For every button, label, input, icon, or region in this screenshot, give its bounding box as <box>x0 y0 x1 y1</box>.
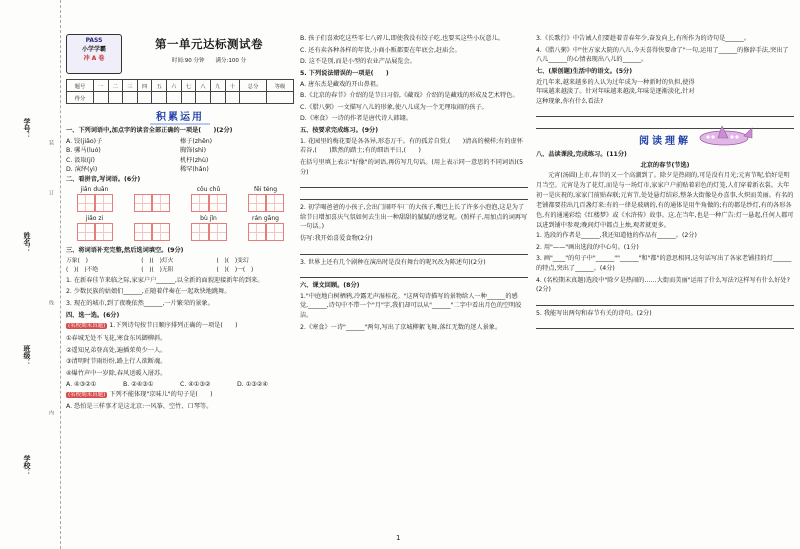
exercise-text: 3.《长歌行》中告诫人们要趁着青春年少,奋发向上,有所作为的诗句是______。 <box>536 35 751 42</box>
exercise-text: 3. 世界上还有几个剧种在演出时是没有舞台的呢?(改为陈述句)(2分) <box>300 258 486 266</box>
option[interactable]: B. 孩子们喜欢吃这些零七八碎儿,即使我没有饺子吃,也要买这些小玩意儿。 <box>300 35 504 42</box>
writing-boxes[interactable] <box>180 194 237 212</box>
exam-meta: 时间:90 分钟 满分:100 分 <box>171 58 247 64</box>
exercise-text: 4.《腊八粥》中"住方家大院的八儿,今天喜得快要命了"一句,运用了______的修辞手法,突出了八儿______的心情表现出八儿的______。 <box>536 46 789 64</box>
option[interactable]: D.《寒食》一诗的作者是唐代诗人韩翃。 <box>300 115 412 123</box>
poem-line: ③清明时节雨纷纷,路上行人欲断魂。 <box>66 358 167 366</box>
reading-question: 4. (名校期末真题)选段中"除夕是热闹的……大街而美丽"运用了什么写法?这样写有什么好处?(2分) <box>536 276 790 294</box>
exam-title: 第一单元达标测试卷 <box>155 37 263 51</box>
idiom-item[interactable]: 万象( ) <box>66 258 88 265</box>
column-2 <box>300 34 528 334</box>
score-header-cell: 五 <box>152 80 167 92</box>
score-cell[interactable] <box>152 92 167 104</box>
idiom-item[interactable]: ( )( )不绝 <box>66 267 99 274</box>
option[interactable]: D. 这不是别,而是小型的农业产品展览会。 <box>300 58 416 66</box>
score-cell[interactable] <box>108 92 123 104</box>
score-header-cell: 三 <box>123 80 138 92</box>
score-cell[interactable] <box>137 92 152 104</box>
score-header-cell: 四 <box>137 80 152 92</box>
answer-line[interactable] <box>300 269 528 278</box>
score-header-cell: 等级 <box>267 80 294 92</box>
option[interactable]: D. ①③②④ <box>237 381 268 389</box>
exercise-text: 2. 初学喝爸爸的小孩子,会出门闹吓车厂的大孩子,嘴巴上长了许多小泡泡,这是为了给节日增加喜庆气氛如何去生出一种甜甜的腻腻的感觉呢。(照样子,用加点的词再写一句话。) <box>300 204 528 231</box>
passage-body: 元宵(汤圆)上市,春节的又一个高潮到了。除夕是热闹的,可是没有月光;元宵节呢,恰好是明月当空。元宵是为了花灯,而是与一场灯市,家家户户前贴着彩色的灯笼,人们穿着新衣裳。大年初一是庆祝的,家家门前贴春联;元宵节,处处悬灯结彩,整条大街像是办喜事,火炽而美丽。有名的老铺都要挂出几百盏灯来:有的一律是玻璃的,有的通体是用牛角做的;有的都是纱灯,有的各形各色,有的通通彩绘《红楼梦》或《水浒传》故事。这,在当年,也是一种广告:灯一悬起,任何人都可以进到铺中参观;晚间灯中都点上烛,观者就更多。 <box>536 172 794 230</box>
option[interactable]: C.《腊八粥》一文描写八儿的形象,使八儿成为一个无理取闹的孩子。 <box>300 103 488 111</box>
column-3 <box>536 34 794 332</box>
idiom-item[interactable]: ( )( )灯火 <box>141 258 174 265</box>
score-header-cell: 一 <box>93 80 108 92</box>
pinyin-label: jiǎo zi <box>85 215 104 223</box>
question-3-head: 三、将词语补充完整,然后选词填空。(9分) <box>66 247 184 255</box>
score-header-cell: 六 <box>167 80 182 92</box>
question-2-head: 二、看拼音,写词语。(6分) <box>66 176 141 184</box>
exercise-text: 1."中庭地白树栖鸦,冷露无声湿桂花。"这两句诗描写的景物给人一种______的感觉,______,诗句中不带一个"月"字,我们却可以从"______"二字中看出月色的空明皎洁。 <box>300 292 522 320</box>
seal-char: 订 <box>48 190 54 195</box>
reading-question: 3. 画"____"的句子中"______""______"和"都"的意思相同,这句话写出了各家老铺挂的灯______的特点,突出了______。(4分) <box>536 255 792 272</box>
option[interactable]: C. 还有卖各种各样的年货,小商小贩都要在年底会,赶庙会。 <box>300 46 461 54</box>
answer-line[interactable] <box>536 320 794 329</box>
writing-boxes[interactable] <box>66 223 123 241</box>
section-6-head: 六、课文回顾。(8分) <box>300 282 360 290</box>
option[interactable]: B. ②④③① <box>123 381 154 389</box>
binding-margin <box>0 0 61 549</box>
score-cell[interactable] <box>167 92 182 104</box>
idiom-item[interactable]: ( )( )变幻 <box>216 258 249 265</box>
answer-line[interactable] <box>536 108 794 117</box>
score-cell[interactable] <box>181 92 196 104</box>
question-1-head: 一、下列词语中,加点字的读音全部正确的一项是( )(2分) <box>66 127 233 134</box>
brand-grade: 小学学霸 <box>81 46 106 53</box>
answer-line[interactable] <box>300 246 528 255</box>
pinyin-label <box>123 215 180 223</box>
score-header-cell: 总分 <box>240 80 267 92</box>
question-4a <box>66 321 294 332</box>
pinyin-label: jiān duān <box>80 186 109 194</box>
writing-boxes[interactable] <box>123 223 180 241</box>
writing-boxes[interactable] <box>237 223 294 241</box>
writing-boxes[interactable] <box>66 194 123 212</box>
option[interactable]: A. 饺(jiǎo)子 <box>66 137 103 145</box>
option: 胸饰(shì) <box>180 147 207 155</box>
exercise-text: 2.《寒食》一诗"______"两句,写出了京城柳絮飞舞,落红无数的迷人景象。 <box>300 323 502 331</box>
option[interactable]: C. 汲取(jí) <box>66 156 95 164</box>
exercise-instruction: 在括号里填上表示"好像"的词语,再仿写几句话。(用上表示同一意思的不同词语)(5分) <box>300 158 524 176</box>
score-header-cell: 七 <box>181 80 196 92</box>
score-cell[interactable] <box>225 92 240 104</box>
poem-line: ①春城无处不飞花,寒食东风御柳斜。 <box>66 335 167 342</box>
label-student-id: 学号： <box>23 118 31 139</box>
pinyin-label: rán gāng <box>252 215 279 223</box>
answer-line[interactable] <box>536 120 794 129</box>
question-4a-options <box>66 380 294 389</box>
page-number: 1 <box>396 534 401 542</box>
option[interactable]: B. 骡马(luó) <box>66 147 101 155</box>
score-cell[interactable] <box>267 92 294 104</box>
seal-char: 内 <box>48 410 54 415</box>
score-cell[interactable] <box>196 92 211 104</box>
question-5-head: 5. 下列说法错误的一项是( ) <box>300 69 389 77</box>
option[interactable]: A. 恐怕是三样事才是这北京:一风筝、空竹、口琴等。 <box>66 403 213 411</box>
score-table <box>66 79 294 104</box>
exam-tag: (名校期末真题) <box>68 391 106 398</box>
option[interactable]: C. ④①③② <box>180 381 211 389</box>
exam-tag: (名校期末真题) <box>68 323 106 330</box>
label-school: 学校： <box>23 455 31 476</box>
pinyin-label <box>123 186 180 194</box>
score-row <box>67 92 294 104</box>
exercise-instruction: 仿写:我开始喜爱食物(2分) <box>300 234 373 242</box>
answer-line[interactable] <box>300 191 528 200</box>
passage-title: 北京的春节(节选) <box>640 162 690 170</box>
question-4-head: 四、选一选。(6分) <box>66 311 120 319</box>
score-cell[interactable] <box>240 92 267 104</box>
score-header-cell: 九 <box>210 80 225 92</box>
answer-line[interactable] <box>300 179 528 188</box>
section-banner-reading: 阅读理解 <box>639 136 691 148</box>
seal-char: 装 <box>48 140 54 145</box>
score-cell[interactable] <box>123 92 138 104</box>
fill-sentence: 3. 现在的城市,到了夜晚依然______,一片繁荣的景象。 <box>66 300 214 308</box>
exercise-text: 近几年来,越来越多的人认为过年成为一种新时的负担,使得年味越来越淡了。针对年味越来越淡,年味是逐渐淡化,针对这种现象,你有什么看法? <box>536 78 695 105</box>
idiom-item[interactable]: ( )( )无阻 <box>141 267 174 274</box>
answer-line[interactable] <box>536 297 794 306</box>
writing-boxes[interactable] <box>237 194 294 212</box>
section-5-head: 五、按要求完成练习。(9分) <box>300 126 379 134</box>
idiom-item[interactable]: ( )( )一( ) <box>216 267 254 274</box>
reading-question: 1. 选段的作者是______,我还知道他的作品有______。(2分) <box>536 232 697 240</box>
writing-boxes[interactable] <box>180 223 237 241</box>
score-header-cell: 题号 <box>67 80 94 92</box>
question-1-options <box>66 137 294 175</box>
poem-line: ②遥知兄弟登高处,遍插茱萸少一人。 <box>66 346 167 354</box>
question-text: 下列不能体现"京味儿"的句子是( ) <box>109 390 213 398</box>
pinyin-label: bù jǐn <box>200 215 217 223</box>
fill-sentence: 1. 在新春佳节来临之际,家家户户______,以全新的面貌迎接新年的到来。 <box>66 276 264 284</box>
label-class: 班级： <box>23 345 31 366</box>
pinyin-label: fēi téng <box>253 186 278 194</box>
score-row-label: 得分 <box>67 92 94 104</box>
option[interactable]: A. 唐东杰是藏戏的开山鼻祖。 <box>300 80 383 88</box>
exercise-text: 1. 花园里的梅花要是各各异,形态万千。有的孤芳自赏,( )清高的模样;有的虚怀若谷,( )默然的踏士;有的细语平日,( ) <box>300 137 523 155</box>
score-header-cell: 八 <box>196 80 211 92</box>
option: 榛子(zhēn) <box>180 137 213 145</box>
option: 机杼(zhù) <box>180 156 209 164</box>
airplane-illustration-icon <box>694 122 754 152</box>
reading-question: 5. 我能写出两句和春节有关的诗句。(2分) <box>536 309 652 317</box>
column-1 <box>66 106 294 414</box>
option[interactable]: D. 演绎(yì) <box>66 166 98 174</box>
brand-badge <box>66 34 122 74</box>
poem-line: ④爆竹声中一岁除,春风送暖入屠苏。 <box>66 369 167 377</box>
section-7-head: 七、(原创题)生活中的语文。(5分) <box>536 67 633 75</box>
pinyin-label: cōu chǔ <box>196 186 221 194</box>
pinyin-grid <box>66 186 294 244</box>
section-banner-accumulate: 积累运用 <box>66 108 294 123</box>
brand-edition: 冲 A 卷 <box>83 55 105 62</box>
writing-boxes[interactable] <box>123 194 180 212</box>
option[interactable]: B.《北京的春节》介绍的是节日习俗,《藏戏》介绍的是藏戏的形成及艺术特色。 <box>300 92 519 100</box>
score-header-cell: 十 <box>225 80 240 92</box>
reading-question: 2. 用"——"画出选段的中心句。(1分) <box>536 243 639 251</box>
question-text: 1.下列诗句按节日顺序排列正确的一项是( ) <box>109 322 238 330</box>
label-name: 姓名： <box>23 232 31 253</box>
question-4b <box>66 390 294 401</box>
score-cell[interactable] <box>93 92 108 104</box>
seal-char: 线 <box>48 300 54 305</box>
option: 稀罕(hǎn) <box>180 166 209 174</box>
idiom-blanks <box>66 257 294 276</box>
option[interactable]: A. ④③②① <box>66 381 97 389</box>
fill-sentence: 2. 少数民族的姑娘们______,正随着伴奏在一起欢快地跳舞。 <box>66 288 231 296</box>
brand-logo: PASS <box>85 37 103 44</box>
score-header-cell: 二 <box>108 80 123 92</box>
score-cell[interactable] <box>210 92 225 104</box>
section-8-head: 八、品读课段,完成练习。(11分) <box>536 151 627 159</box>
score-header-row <box>67 80 294 92</box>
